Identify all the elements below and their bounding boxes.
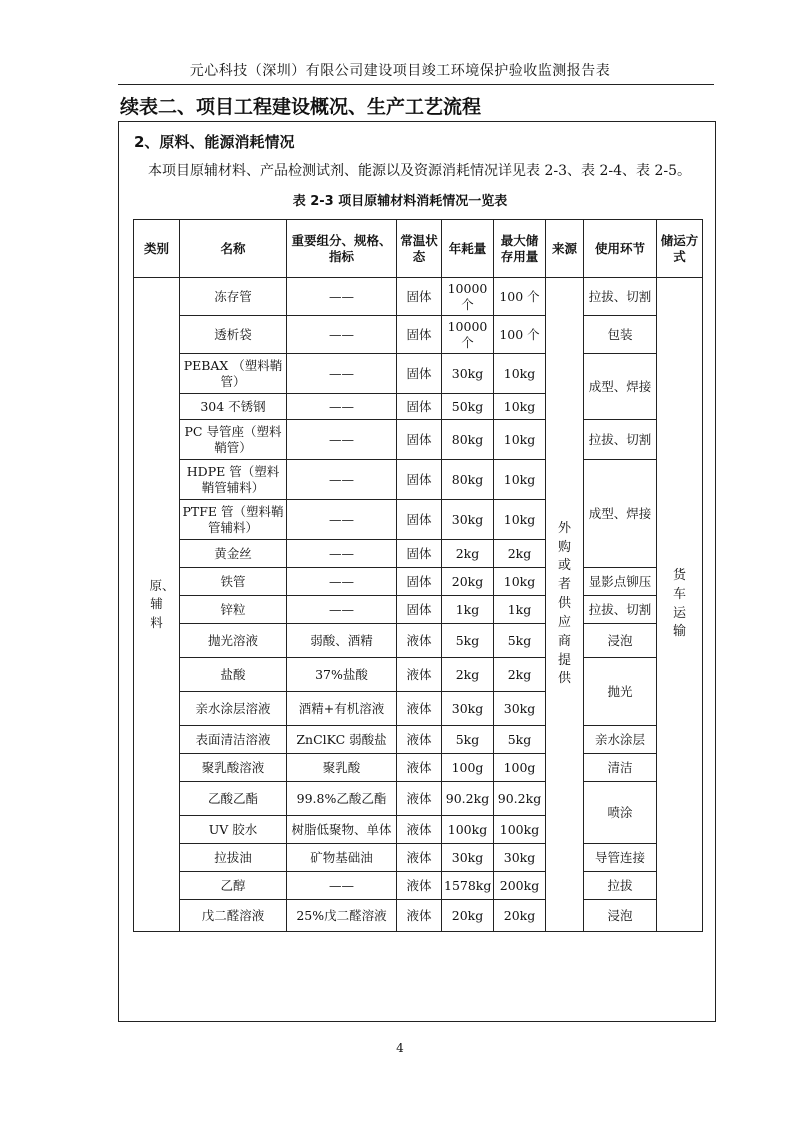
material-max-storage: 200kg	[494, 872, 546, 900]
material-composition: 37%盐酸	[287, 658, 397, 692]
material-state: 固体	[397, 278, 442, 316]
header-max-storage: 最大储存用量	[494, 220, 546, 278]
usage-step: 拉拔、切割	[584, 278, 657, 316]
table-row	[134, 844, 703, 872]
material-annual-consumption: 2kg	[442, 540, 494, 568]
usage-step: 浸泡	[584, 624, 657, 658]
material-name: 黄金丝	[180, 540, 287, 568]
header-divider	[118, 84, 714, 85]
usage-step: 清洁	[584, 754, 657, 782]
material-max-storage: 10kg	[494, 460, 546, 500]
table-body	[134, 278, 703, 932]
material-max-storage: 10kg	[494, 500, 546, 540]
material-name: 乙醇	[180, 872, 287, 900]
material-state: 固体	[397, 394, 442, 420]
material-annual-consumption: 2kg	[442, 658, 494, 692]
material-annual-consumption: 30kg	[442, 844, 494, 872]
material-state: 固体	[397, 500, 442, 540]
material-max-storage: 5kg	[494, 624, 546, 658]
material-state: 液体	[397, 754, 442, 782]
material-annual-consumption: 10000个	[442, 278, 494, 316]
table-row	[134, 568, 703, 596]
source-label: 外购或者供应商提供	[557, 520, 571, 687]
usage-step: 包装	[584, 316, 657, 354]
usage-step: 亲水涂层	[584, 726, 657, 754]
table-row	[134, 624, 703, 658]
source-cell	[546, 278, 584, 932]
material-composition: ——	[287, 872, 397, 900]
material-annual-consumption: 100g	[442, 754, 494, 782]
material-annual-consumption: 100kg	[442, 816, 494, 844]
material-state: 固体	[397, 420, 442, 460]
material-composition: ZnClKC 弱酸盐	[287, 726, 397, 754]
material-state: 液体	[397, 816, 442, 844]
category-label: 原、辅料	[149, 578, 175, 630]
material-name: 拉拔油	[180, 844, 287, 872]
material-annual-consumption: 20kg	[442, 900, 494, 932]
table-header-row	[134, 220, 703, 278]
material-annual-consumption: 50kg	[442, 394, 494, 420]
table-row	[134, 658, 703, 692]
usage-step: 拉拔	[584, 872, 657, 900]
material-name: 锌粒	[180, 596, 287, 624]
material-composition: 99.8%乙酸乙酯	[287, 782, 397, 816]
material-name: 盐酸	[180, 658, 287, 692]
material-composition: ——	[287, 316, 397, 354]
material-name: PEBAX （塑料鞘管）	[180, 354, 287, 394]
material-composition: ——	[287, 568, 397, 596]
material-annual-consumption: 1kg	[442, 596, 494, 624]
table-row	[134, 872, 703, 900]
material-max-storage: 1kg	[494, 596, 546, 624]
material-name: 聚乳酸溶液	[180, 754, 287, 782]
header-usage: 使用环节	[584, 220, 657, 278]
material-state: 液体	[397, 726, 442, 754]
report-header: 元心科技（深圳）有限公司建设项目竣工环境保护验收监测报告表	[189, 63, 611, 79]
subsection-title: 2、原料、能源消耗情况	[134, 133, 295, 151]
table-row	[134, 316, 703, 354]
material-annual-consumption: 30kg	[442, 692, 494, 726]
material-max-storage: 5kg	[494, 726, 546, 754]
material-name: 冻存管	[180, 278, 287, 316]
material-annual-consumption: 5kg	[442, 624, 494, 658]
material-name: PC 导管座（塑料鞘管）	[180, 420, 287, 460]
material-annual-consumption: 20kg	[442, 568, 494, 596]
material-composition: 矿物基础油	[287, 844, 397, 872]
material-composition: ——	[287, 460, 397, 500]
usage-step: 显影点铆压	[584, 568, 657, 596]
material-annual-consumption: 5kg	[442, 726, 494, 754]
material-state: 液体	[397, 844, 442, 872]
header-source: 来源	[546, 220, 584, 278]
material-annual-consumption: 80kg	[442, 460, 494, 500]
material-name: 戊二醛溶液	[180, 900, 287, 932]
material-max-storage: 2kg	[494, 540, 546, 568]
material-name: 透析袋	[180, 316, 287, 354]
material-max-storage: 100kg	[494, 816, 546, 844]
table-row	[134, 726, 703, 754]
table-caption: 表 2-3 项目原辅材料消耗情况一览表	[292, 194, 508, 209]
material-annual-consumption: 30kg	[442, 354, 494, 394]
material-max-storage: 90.2kg	[494, 782, 546, 816]
material-state: 液体	[397, 872, 442, 900]
header-transport: 储运方式	[657, 220, 703, 278]
material-composition: ——	[287, 354, 397, 394]
material-composition: 酒精+有机溶液	[287, 692, 397, 726]
material-name: 抛光溶液	[180, 624, 287, 658]
usage-step: 拉拔、切割	[584, 596, 657, 624]
material-composition: 聚乳酸	[287, 754, 397, 782]
material-max-storage: 10kg	[494, 420, 546, 460]
usage-step: 浸泡	[584, 900, 657, 932]
material-name: 304 不锈钢	[180, 394, 287, 420]
material-max-storage: 10kg	[494, 568, 546, 596]
table-row	[134, 754, 703, 782]
page-number: 4	[396, 1041, 404, 1055]
table-row	[134, 900, 703, 932]
material-max-storage: 10kg	[494, 394, 546, 420]
material-annual-consumption: 90.2kg	[442, 782, 494, 816]
material-annual-consumption: 10000个	[442, 316, 494, 354]
material-max-storage: 30kg	[494, 692, 546, 726]
material-composition: 树脂低聚物、单体	[287, 816, 397, 844]
material-name: 亲水涂层溶液	[180, 692, 287, 726]
material-state: 固体	[397, 354, 442, 394]
material-composition: 25%戊二醛溶液	[287, 900, 397, 932]
material-composition: 弱酸、酒精	[287, 624, 397, 658]
header-state: 常温状态	[397, 220, 442, 278]
header-category: 类别	[134, 220, 180, 278]
material-state: 固体	[397, 316, 442, 354]
materials-table	[133, 219, 703, 932]
header-annual: 年耗量	[442, 220, 494, 278]
usage-step: 抛光	[584, 658, 657, 726]
material-composition: ——	[287, 278, 397, 316]
material-annual-consumption: 1578kg	[442, 872, 494, 900]
material-max-storage: 100 个	[494, 278, 546, 316]
material-name: 表面清洁溶液	[180, 726, 287, 754]
material-state: 固体	[397, 596, 442, 624]
category-cell	[134, 278, 180, 932]
table-row	[134, 420, 703, 460]
material-state: 固体	[397, 540, 442, 568]
material-composition: ——	[287, 500, 397, 540]
table-row	[134, 278, 703, 316]
material-state: 固体	[397, 568, 442, 596]
material-annual-consumption: 80kg	[442, 420, 494, 460]
usage-step: 成型、焊接	[584, 354, 657, 420]
material-composition: ——	[287, 596, 397, 624]
material-composition: ——	[287, 540, 397, 568]
transport-label: 货车运输	[672, 567, 686, 640]
material-annual-consumption: 30kg	[442, 500, 494, 540]
material-composition: ——	[287, 420, 397, 460]
material-state: 液体	[397, 624, 442, 658]
table-row	[134, 596, 703, 624]
intro-paragraph: 本项目原辅材料、产品检测试剂、能源以及资源消耗情况详见表 2-3、表 2-4、表 2-5。	[148, 163, 691, 179]
usage-step: 喷涂	[584, 782, 657, 844]
material-name: HDPE 管（塑料鞘管辅料）	[180, 460, 287, 500]
material-max-storage: 100 个	[494, 316, 546, 354]
material-max-storage: 10kg	[494, 354, 546, 394]
material-name: PTFE 管（塑料鞘管辅料）	[180, 500, 287, 540]
section-title: 续表二、项目工程建设概况、生产工艺流程	[120, 96, 482, 118]
material-name: UV 胶水	[180, 816, 287, 844]
table-row	[134, 460, 703, 500]
header-composition: 重要组分、规格、指标	[287, 220, 397, 278]
table-row	[134, 782, 703, 816]
material-name: 乙酸乙酯	[180, 782, 287, 816]
usage-step: 导管连接	[584, 844, 657, 872]
material-state: 液体	[397, 692, 442, 726]
usage-step: 成型、焊接	[584, 460, 657, 568]
table-row	[134, 354, 703, 394]
material-max-storage: 20kg	[494, 900, 546, 932]
transport-cell	[657, 278, 703, 932]
material-state: 液体	[397, 900, 442, 932]
material-max-storage: 2kg	[494, 658, 546, 692]
material-max-storage: 30kg	[494, 844, 546, 872]
usage-step: 拉拔、切割	[584, 420, 657, 460]
material-max-storage: 100g	[494, 754, 546, 782]
material-state: 固体	[397, 460, 442, 500]
material-composition: ——	[287, 394, 397, 420]
material-state: 液体	[397, 658, 442, 692]
material-state: 液体	[397, 782, 442, 816]
material-name: 铁管	[180, 568, 287, 596]
header-name: 名称	[180, 220, 287, 278]
